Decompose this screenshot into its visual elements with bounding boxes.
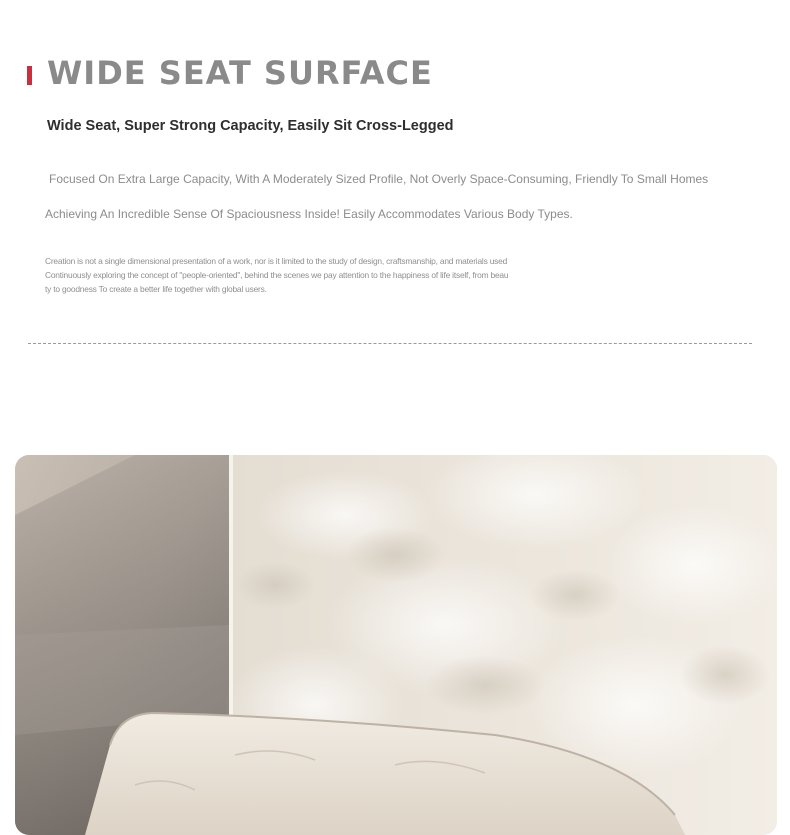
- description-line-2: Achieving An Incredible Sense Of Spaciousness Inside! Easily Accommodates Various Body Types.: [45, 207, 573, 221]
- section-title: WIDE SEAT SURFACE: [47, 54, 433, 92]
- product-photo: [15, 455, 777, 835]
- fine-print-line: Creation is not a single dimensional presentation of a work, nor is it limited to the study of design, craftsmanship, and materials used: [45, 256, 508, 266]
- sofa-room-illustration: [15, 455, 777, 835]
- accent-bar: [27, 66, 32, 85]
- section-subtitle: Wide Seat, Super Strong Capacity, Easily Sit Cross-Legged: [47, 118, 454, 134]
- description-line-1: Focused On Extra Large Capacity, With A Moderately Sized Profile, Not Overly Space-Consuming, Friendly To Small Homes: [49, 172, 709, 186]
- dashed-divider: [28, 343, 752, 344]
- fine-print: [45, 254, 525, 296]
- fine-print-line: Continuously exploring the concept of "people-oriented", behind the scenes we pay attention to the happiness of life itself, from beau: [45, 270, 509, 280]
- fine-print-line: ty to goodness To create a better life together with global users.: [45, 284, 267, 294]
